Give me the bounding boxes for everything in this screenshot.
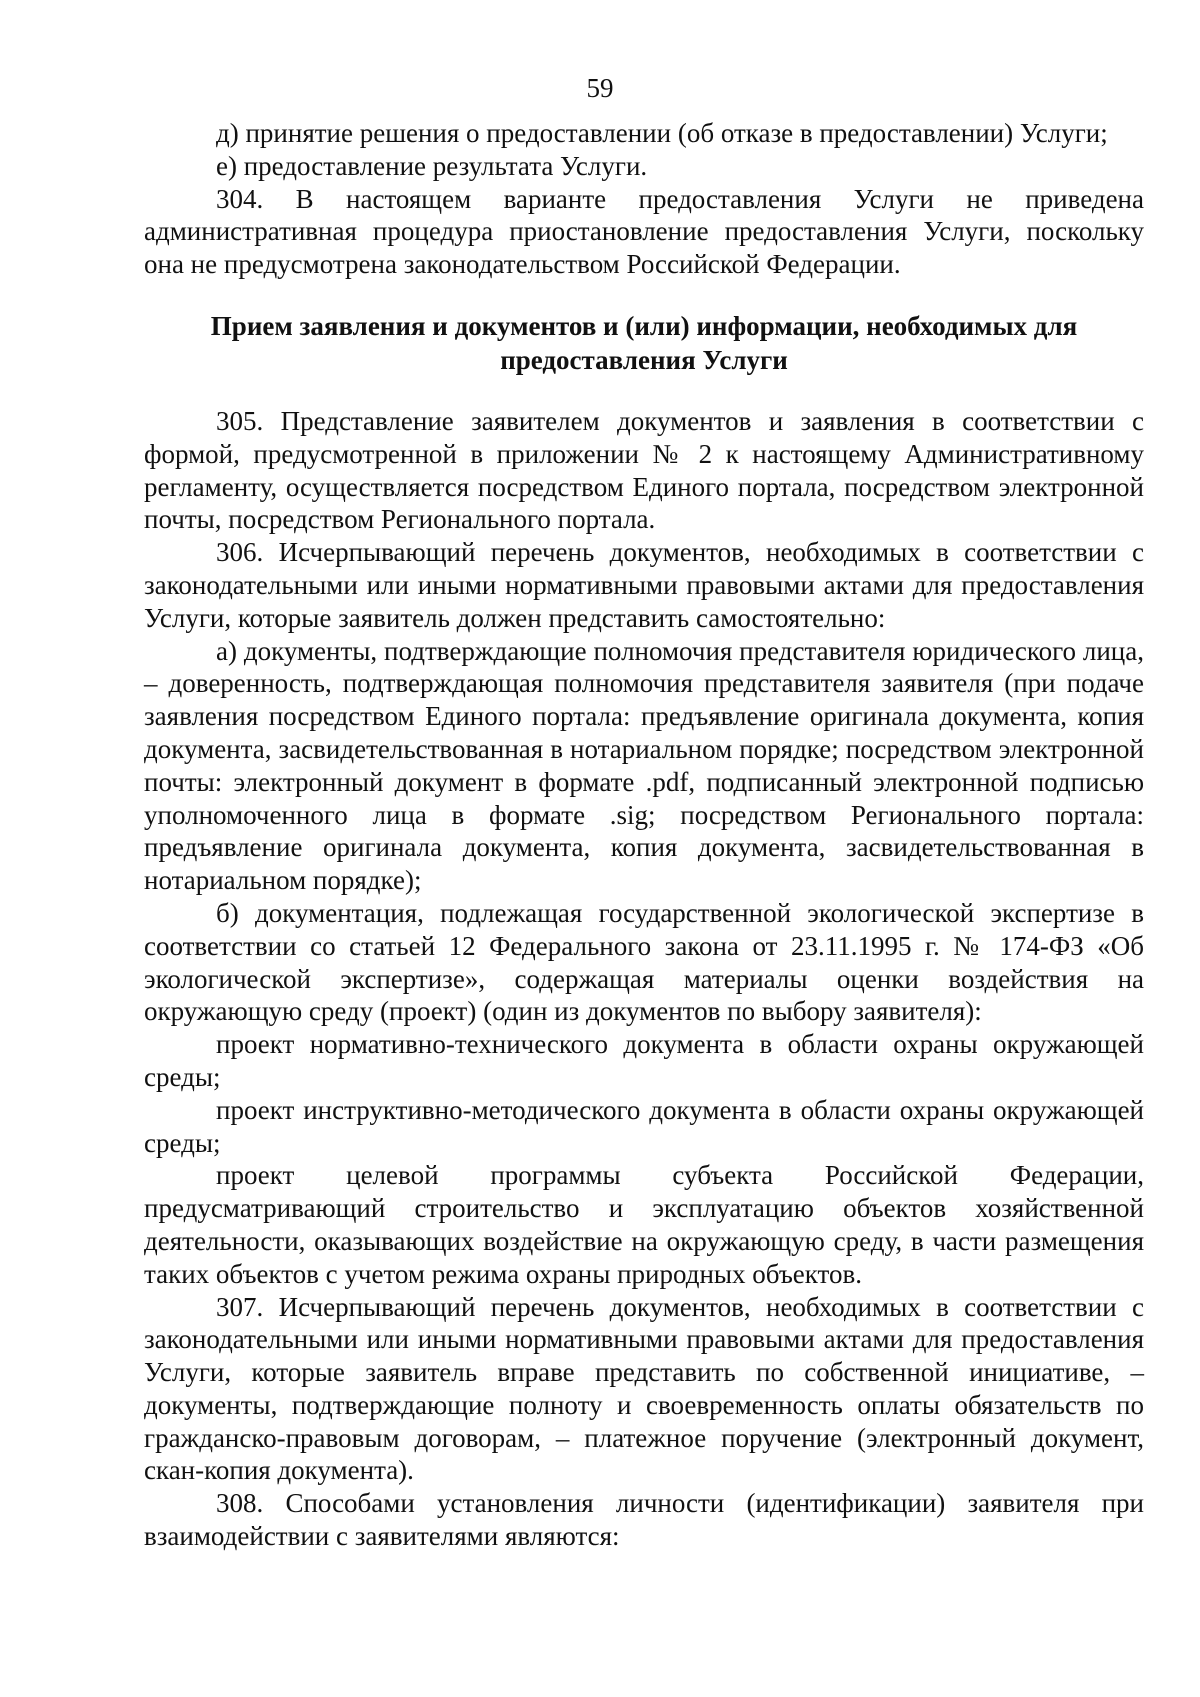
paragraph-project-instructive: проект инструктивно-методического документа в области охраны окружающей среды; [144, 1094, 1144, 1158]
paragraph-304: 304. В настоящем варианте предоставления Услуги не приведена административная процедура приостановление предоставления Услуги, поскольку она не предусмотрена законодательством Российской Федерации. [144, 183, 1144, 280]
document-body [144, 117, 1144, 1553]
paragraph-project-normative: проект нормативно-технического документа в области охраны окружающей среды; [144, 1029, 1144, 1092]
page-number: 59 [586, 73, 614, 103]
paragraph-307: 307. Исчерпывающий перечень документов, необходимых в соответствии с законодательными или иными нормативными правовыми актами для предоставления Услуги, которые заявитель вправе представить по собственной инициативе, – документы, подтверждающие полноту и своевременность оплаты обязательств по гражданско-правовым договорам, – платежное поручение (электронный документ, скан-копия документа). [144, 1291, 1144, 1486]
section-heading: Прием заявления и документов и (или) информации, необходимых для предоставления Услуги [210, 310, 1078, 375]
paragraph-306-a: а) документы, подтверждающие полномочия представителя юридического лица, – доверенность, подтверждающая полномочия представителя заявителя (при подаче заявления посредством Единого портала: предъявление оригинала документа, копия документа, засвидетельствованная в нотариальном порядке; посредством электронной почты: электронный документ в формате .pdf, подписанный электронной подписью уполномоченного лица в формате .sig; посредством Регионального портала: предъявление оригинала документа, копия документа, засвидетельствованная в нотариальном порядке); [144, 635, 1144, 896]
paragraph-project-program: проект целевой программы субъекта Российской Федерации, предусматривающий строительство и эксплуатацию объектов хозяйственной деятельности, оказывающих воздействие на окружающую среду, в части размещения таких объектов с учетом режима охраны природных объектов. [144, 1160, 1144, 1289]
paragraph-item-e: е) предоставление результата Услуги. [216, 150, 648, 181]
paragraph-308: 308. Способами установления личности (идентификации) заявителя при взаимодействии с заявителями являются: [144, 1488, 1144, 1552]
paragraph-306-b: б) документация, подлежащая государственной экологической экспертизе в соответствии со статьей 12 Федерального закона от 23.11.1995 г. № 174-ФЗ «Об экологической экспертизе», содержащая материалы оценки воздействия на окружающую среду (проект) (один из документов по выбору заявителя): [144, 897, 1144, 1027]
paragraph-306: 306. Исчерпывающий перечень документов, необходимых в соответствии с законодательными или иными нормативными правовыми актами для предоставления Услуги, которые заявитель должен представить самостоятельно: [144, 537, 1144, 633]
paragraph-305: 305. Представление заявителем документов и заявления в соответствии с формой, предусмотренной в приложении № 2 к настоящему Административному регламенту, осуществляется посредством Единого портала, посредством электронной почты, посредством Регионального портала. [144, 405, 1144, 535]
paragraph-item-d: д) принятие решения о предоставлении (об отказе в предоставлении) Услуги; [216, 118, 1108, 148]
